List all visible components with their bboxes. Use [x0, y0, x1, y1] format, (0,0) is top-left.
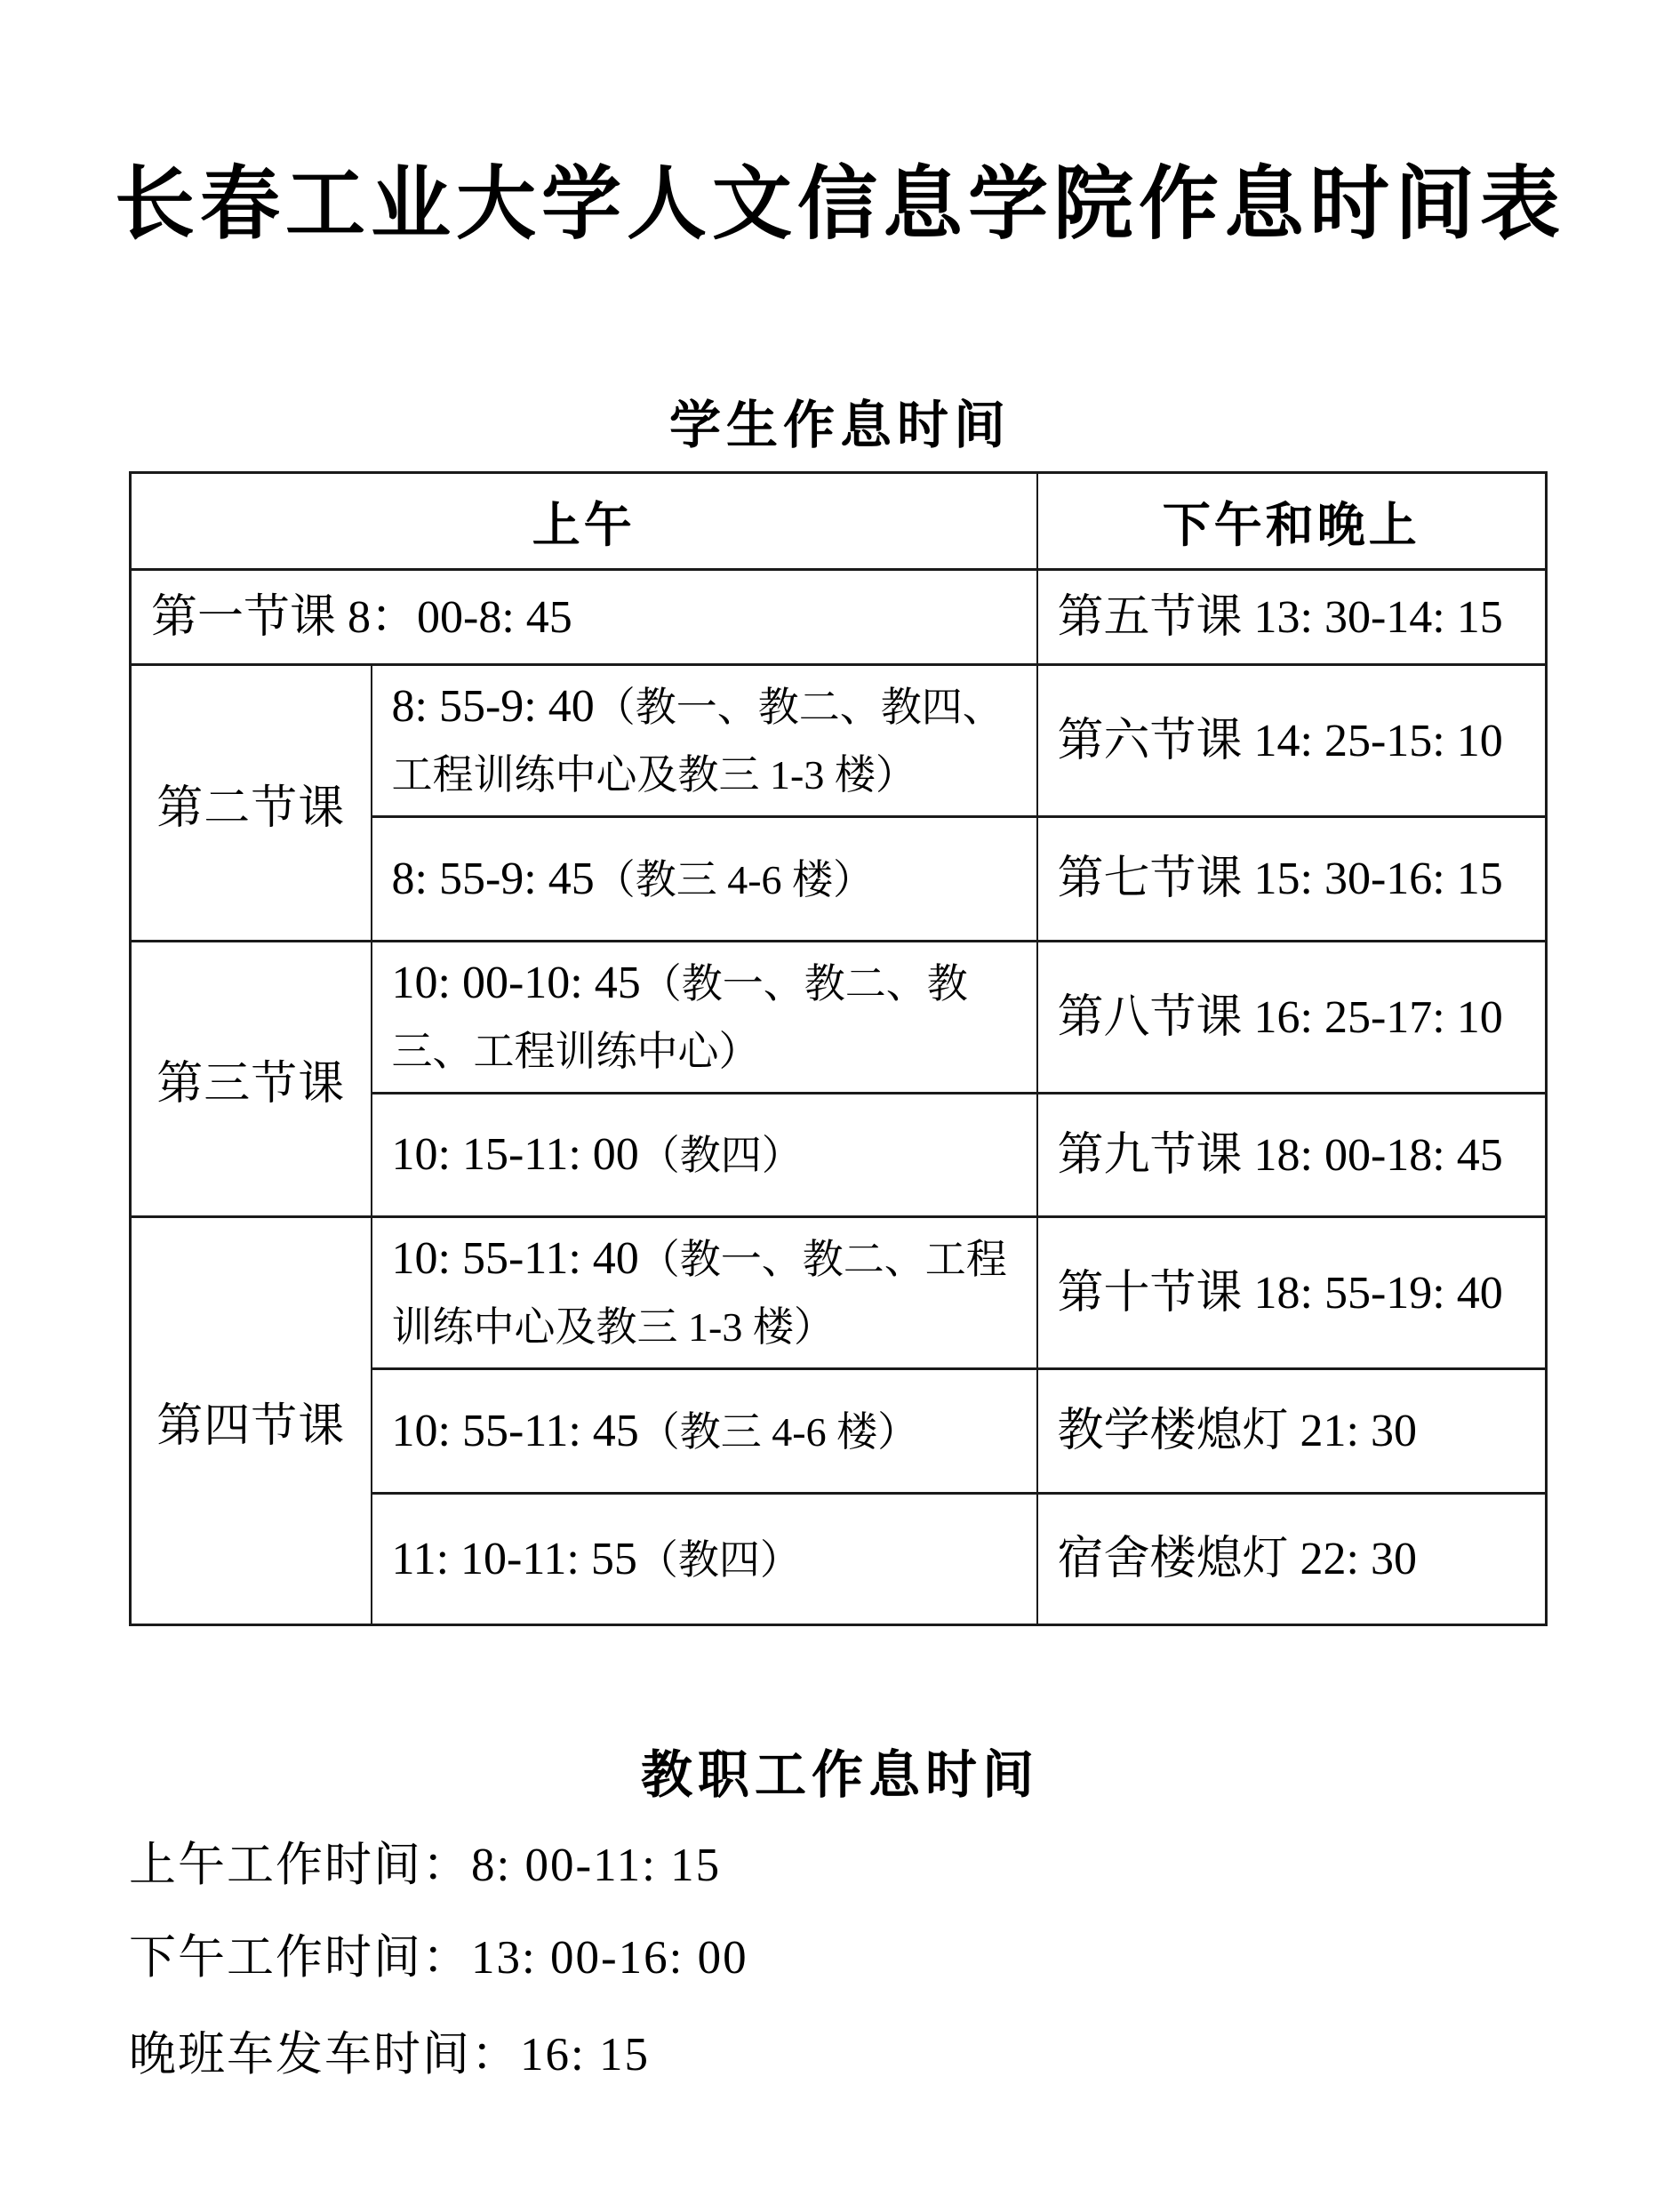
slot-time: 8: 55-9: 40: [391, 681, 595, 732]
cell-period3-slot2: [372, 1094, 1037, 1217]
cell-period8-afternoon: 第八节课 16: 25-17: 10: [1037, 942, 1547, 1094]
cell-period7-afternoon: 第七节课 15: 30-16: 15: [1037, 817, 1547, 942]
slot-location: （教一、教二、工程训练中心及教三 1-3 楼）: [391, 1237, 1007, 1350]
slot-time: 10: 55-11: 45: [391, 1405, 639, 1456]
slot-time: 11: 10-11: 55: [391, 1533, 637, 1584]
student-section-heading: 学生作息时间: [668, 395, 1011, 455]
cell-period3-label: 第三节课: [131, 942, 372, 1217]
cell-period6-afternoon: 第六节课 14: 25-15: 10: [1037, 665, 1547, 817]
student-schedule-table: [129, 471, 1548, 1626]
cell-period4-slot1: [372, 1217, 1037, 1369]
slot-location: （教四）: [638, 1133, 803, 1178]
staff-evening-bus-line: 晚班车发车时间：16: 15: [129, 2029, 650, 2081]
staff-afternoon-hours-line: 下午工作时间：13: 00-16: 00: [129, 1932, 748, 1984]
cell-period2-label: 第二节课: [131, 665, 372, 942]
cell-period10-afternoon: 第十节课 18: 55-19: 40: [1037, 1217, 1547, 1369]
table-row: [131, 1217, 1547, 1369]
cell-period4-slot3: [372, 1494, 1037, 1625]
column-header-morning: 上午: [131, 473, 1037, 570]
table-header-row: [131, 473, 1547, 570]
cell-period1-morning: 第一节课 8：00-8: 45: [131, 570, 1037, 665]
staff-section-heading: 教职工作息时间: [640, 1744, 1039, 1805]
slot-location: （教四）: [636, 1536, 801, 1583]
table-row: [131, 942, 1547, 1094]
slot-location: （教三 4-6 楼）: [594, 856, 875, 902]
slot-time: 8: 55-9: 45: [391, 853, 595, 904]
cell-period2-slot1: [372, 665, 1037, 817]
slot-time: 10: 00-10: 45: [391, 958, 641, 1008]
table-row: [131, 570, 1547, 665]
cell-period9-afternoon: 第九节课 18: 00-18: 45: [1037, 1094, 1547, 1217]
slot-time: 10: 55-11: 40: [391, 1233, 639, 1284]
slot-location: （教一、教二、教四、工程训练中心及教三 1-3 楼）: [391, 685, 1004, 798]
slot-location: （教一、教二、教三、工程训练中心）: [391, 961, 968, 1074]
cell-teaching-building-lights-out: 教学楼熄灯 21: 30: [1037, 1369, 1547, 1494]
cell-period3-slot1: [372, 942, 1037, 1094]
cell-period5-afternoon: 第五节课 13: 30-14: 15: [1037, 570, 1547, 665]
slot-location: （教三 4-6 楼）: [638, 1408, 919, 1455]
table-row: [131, 665, 1547, 817]
cell-period2-slot2: [372, 817, 1037, 942]
cell-dormitory-lights-out: 宿舍楼熄灯 22: 30: [1037, 1494, 1547, 1625]
cell-period4-label: 第四节课: [131, 1217, 372, 1625]
staff-morning-hours-line: 上午工作时间：8: 00-11: 15: [129, 1840, 722, 1891]
document-title: 长春工业大学人文信息学院作息时间表: [115, 161, 1565, 249]
cell-period4-slot2: [372, 1369, 1037, 1494]
column-header-afternoon-evening: 下午和晚上: [1037, 473, 1547, 570]
slot-time: 10: 15-11: 00: [391, 1129, 639, 1180]
